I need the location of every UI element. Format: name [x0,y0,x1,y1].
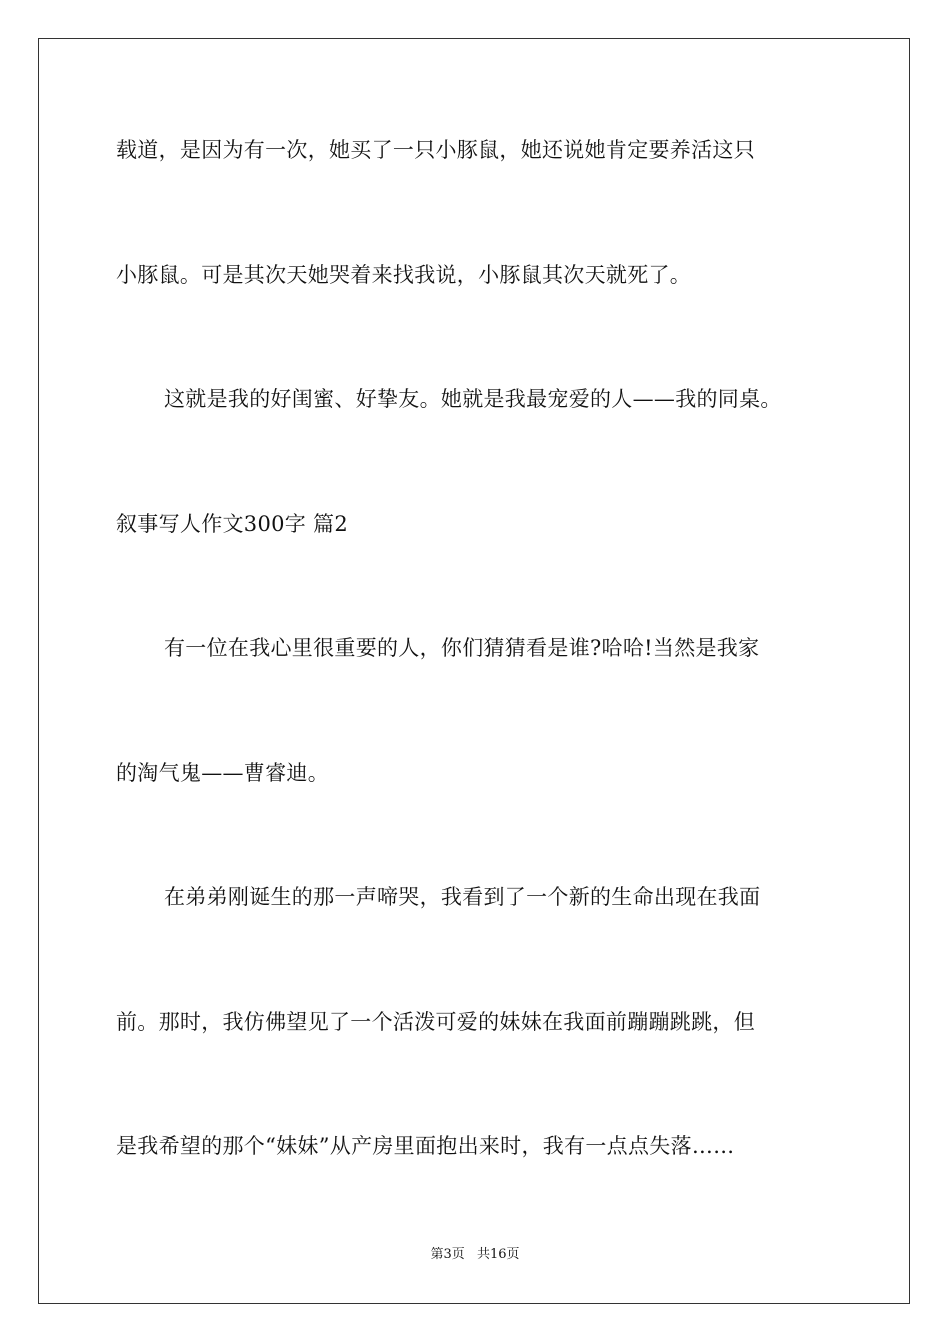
paragraph-line: 的淘气鬼——曹睿迪。 [116,761,329,785]
paragraph-line: 载道，是因为有一次，她买了一只小豚鼠，她还说她肯定要养活这只 [116,138,755,162]
paragraph-line: 小豚鼠。可是其次天她哭着来找我说，小豚鼠其次天就死了。 [116,263,692,287]
paragraph-line: 这就是我的好闺蜜、好挚友。她就是我最宠爱的人——我的同桌。 [164,387,782,411]
page-border [38,38,910,1304]
section-heading: 叙事写人作文300字 篇2 [116,512,349,536]
paragraph-line: 前。那时，我仿佛望见了一个活泼可爱的妹妹在我面前蹦蹦跳跳，但 [116,1010,755,1034]
paragraph-line: 是我希望的那个“妹妹”从产房里面抱出来时，我有一点点失落…… [116,1134,735,1158]
paragraph-line: 有一位在我心里很重要的人，你们猜猜看是谁?哈哈!当然是我家 [164,636,760,660]
paragraph-line: 在弟弟刚诞生的那一声啼哭，我看到了一个新的生命出现在我面 [164,885,761,909]
page-footer [0,1246,950,1264]
page-number: 第3页 [430,1247,465,1262]
page-total: 共16页 [476,1247,520,1262]
